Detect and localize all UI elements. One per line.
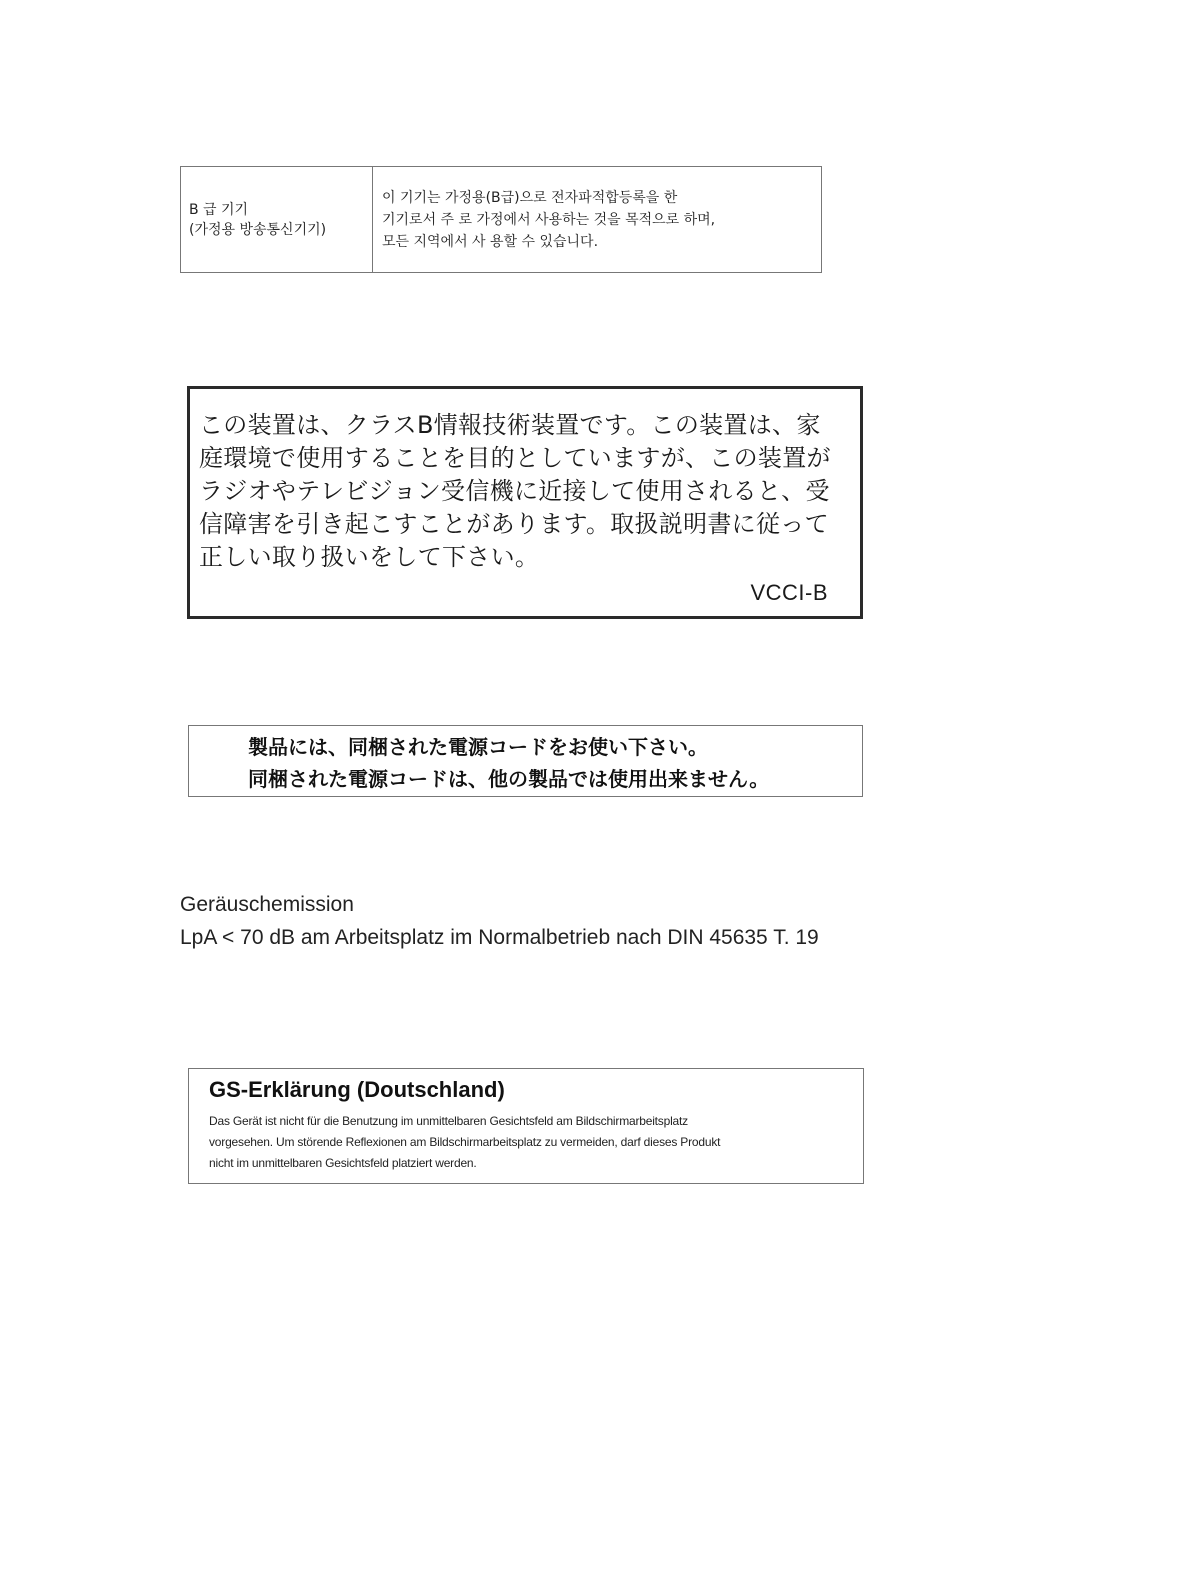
korean-notice-line: 이 기기는 가정용(B급)으로 전자파적합등록을 한 (382, 189, 678, 206)
korean-class-label: B 급 기기 (189, 201, 249, 218)
gs-declaration-title: GS-Erklärung (Doutschland) (209, 1077, 505, 1102)
vcci-notice-line: 信障害を引き起こすことがあります。取扱説明書に従って (199, 510, 829, 538)
gs-declaration-line: nicht im unmittelbaren Gesichtsfeld platziert werden. (209, 1156, 477, 1170)
korean-notice-text-cell (373, 167, 821, 272)
vcci-notice-line: この装置は、クラスB情報技術装置です。この装置は、家 (199, 411, 821, 439)
noise-emission-section (180, 888, 819, 954)
power-cord-notice-line: 同梱された電源コードは、他の製品では使用出来ません。 (248, 767, 770, 791)
power-cord-notice-box (188, 725, 863, 797)
vcci-notice-box (187, 386, 863, 619)
gs-declaration-line: vorgesehen. Um störende Reflexionen am Bildschirmarbeitsplatz zu vermeiden, darf dieses Produkt (209, 1135, 721, 1149)
noise-emission-heading: Geräuschemission (180, 893, 354, 916)
vcci-notice-line: 庭環境で使用することを目的としていますが、この装置が (199, 444, 831, 472)
vcci-notice-line: ラジオやテレビジョン受信機に近接して使用されると、受 (199, 477, 830, 505)
power-cord-notice-line: 製品には、同梱された電源コードをお使い下さい。 (248, 735, 708, 759)
korean-class-sublabel: (가정용 방송통신기기) (189, 221, 327, 238)
korean-class-cell (181, 167, 373, 272)
vcci-class-tag: VCCI-B (750, 580, 828, 605)
korean-class-b-notice-table (180, 166, 822, 273)
korean-notice-line: 모든 지역에서 사 용할 수 있습니다. (382, 233, 599, 250)
gs-declaration-body (209, 1111, 863, 1174)
gs-declaration-line: Das Gerät ist nicht für die Benutzung im unmittelbaren Gesichtsfeld am Bildschirmarbeitsplatz (209, 1114, 688, 1128)
gs-declaration-box (188, 1068, 864, 1184)
korean-notice-line: 기기로서 주 로 가정에서 사용하는 것을 목적으로 하며, (382, 211, 716, 228)
noise-emission-text: LpA < 70 dB am Arbeitsplatz im Normalbetrieb nach DIN 45635 T. 19 (180, 926, 819, 949)
vcci-notice-line: 正しい取り扱いをして下さい。 (199, 543, 540, 571)
